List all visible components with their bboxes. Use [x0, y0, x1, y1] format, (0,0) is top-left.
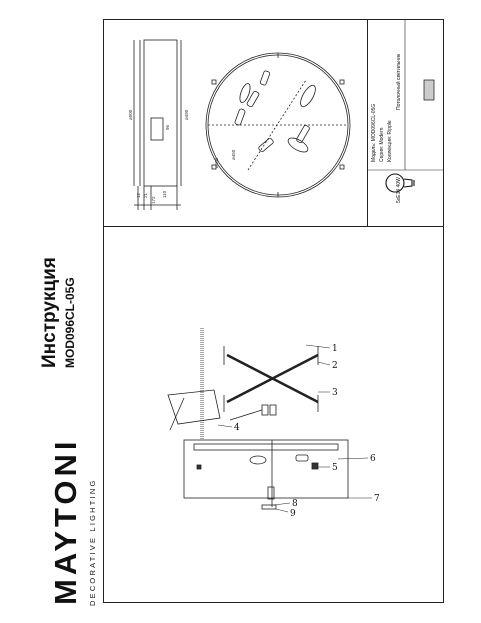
dim-d4: ø490	[184, 109, 189, 120]
brand-tagline: DECORATIVE LIGHTING	[88, 478, 97, 606]
spec-key: Модель:	[371, 142, 377, 162]
part-label-8: 8	[292, 499, 298, 509]
spec-value: Ripple	[387, 120, 393, 135]
dim-d2: ø450	[231, 149, 236, 160]
dim-h1: 110	[162, 190, 167, 198]
part-label-3: 3	[332, 388, 338, 398]
model-number: MOD096CL-05G	[63, 277, 77, 368]
part-label-9: 9	[290, 509, 296, 519]
dim-d3: ø500	[214, 157, 219, 168]
lamp-spec: 5xE14 40W	[396, 177, 402, 203]
part-label-5: 5	[332, 463, 338, 473]
dim-d1: ø500	[128, 109, 133, 120]
bulb-icon	[386, 174, 414, 192]
part-label-6: 6	[370, 454, 376, 464]
part-label-7: 7	[374, 494, 380, 504]
ceiling-mount-icon	[424, 80, 434, 100]
top-view	[206, 53, 350, 197]
spec-row-type: Потолочный светильник	[396, 53, 402, 110]
dim-h3: 12	[136, 192, 141, 198]
side-profile-view	[134, 40, 181, 210]
dim-h4: 21	[143, 192, 148, 198]
document-title: Инструкция	[39, 257, 60, 368]
dim-h5: 172	[151, 196, 156, 204]
spec-value: MOD096CL-05G	[371, 103, 377, 142]
leader-lines	[218, 345, 372, 512]
part-label-4: 4	[234, 423, 240, 433]
spec-key: Серия:	[379, 145, 385, 162]
brand-logo: MAYTONI	[48, 437, 83, 605]
spec-key: Коллекция:	[387, 135, 393, 162]
part-label-2: 2	[332, 361, 338, 371]
part-label-1: 1	[332, 344, 338, 354]
spec-value: Modern	[379, 127, 385, 145]
assembly-view	[168, 328, 348, 509]
dim-h2: 96	[165, 124, 170, 130]
